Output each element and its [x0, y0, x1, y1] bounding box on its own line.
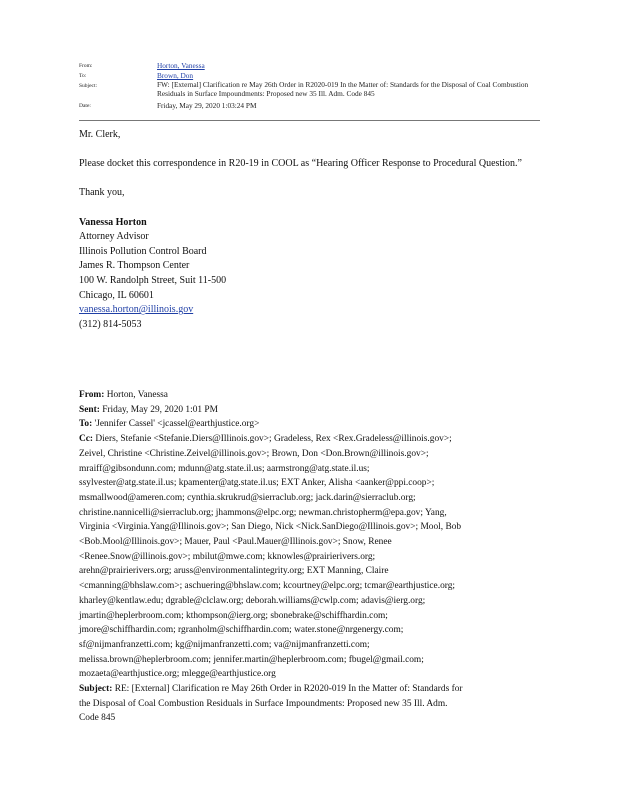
header-subject-row: [79, 81, 539, 101]
fwd-subject-line-text: Code 845: [79, 713, 116, 724]
fwd-cc-line-text: mozaeta@earthjustice.org; mlegge@earthjustice.org: [79, 669, 276, 680]
fwd-cc-line-text: kharley@kentlaw.edu; dgrable@clclaw.org; deborah.williams@cwlp.com; adavis@ierg.org;: [79, 595, 426, 606]
fwd-cc-line-text: melissa.brown@heplerbroom.com; jennifer.martin@heplerbroom.com; fbugel@gmail.com;: [79, 654, 424, 665]
header-from-label: From:: [79, 63, 93, 69]
signature-building: James R. Thompson Center: [79, 260, 190, 272]
fwd-cc-line-text: <cmanning@bhslaw.com>; aschuering@bhslaw.com; kcourtney@elpc.org; tcmar@earthjustice.org;: [79, 581, 455, 592]
fwd-cc-line-text: <Renee.Snow@illinois.gov>; mbilut@mwe.com; kknowles@prairierivers.org;: [79, 551, 376, 562]
fwd-to-line: [79, 417, 549, 432]
body-paragraph: Please docket this correspondence in R20-19 in COOL as “Hearing Officer Response to Procedural Question.”: [79, 158, 522, 170]
fwd-subject-label: Subject:: [79, 684, 113, 695]
header-date-row: [79, 101, 539, 111]
fwd-sent-value: Friday, May 29, 2020 1:01 PM: [102, 404, 218, 415]
fwd-sent-label: Sent:: [79, 404, 100, 415]
header-divider: [79, 120, 540, 121]
fwd-cc-line-text: <Bob.Mool@Illinois.gov>; Mauer, Paul <Paul.Mauer@Illinois.gov>; Snow, Renee: [79, 537, 392, 548]
fwd-cc-line-text: jmore@schiffhardin.com; rgranholm@schiffhardin.com; water.stone@nrgenergy.com;: [79, 625, 404, 636]
fwd-from-label: From:: [79, 390, 105, 400]
fwd-cc-line-text: christine.nannicelli@sierraclub.org; jhammons@elpc.org; newman.christopherm@epa.gov; Yang,: [79, 507, 447, 518]
message-body: [79, 128, 549, 332]
signature-org: Illinois Pollution Control Board: [79, 245, 207, 257]
spacer: [79, 201, 549, 216]
fwd-to-value: 'Jennifer Cassel' <jcassel@earthjustice.org>: [94, 419, 260, 430]
fwd-subject-line-text: RE: [External] Clarification re May 26th Order in R2020-019 In the Matter of: Standards for: [114, 684, 463, 695]
fwd-cc-line-text: msmallwood@ameren.com; cynthia.skrukrud@sierraclub.org; jack.darin@sierraclub.org;: [79, 492, 416, 503]
signature-email-link[interactable]: vanessa.horton@illinois.gov: [79, 304, 194, 316]
header-from-row: [79, 61, 539, 71]
fwd-cc-line-text: mraiff@gibsondunn.com; mdunn@atg.state.il.us; aarmstrong@atg.state.il.us;: [79, 463, 370, 474]
fwd-cc-line-text: sf@nijmanfranzetti.com; kg@nijmanfranzetti.com; va@nijmanfranzetti.com;: [79, 639, 370, 650]
forwarded-message-header: [79, 388, 549, 726]
email-header: [79, 61, 539, 111]
signature-city: Chicago, IL 60601: [79, 289, 154, 301]
fwd-cc-line-text: Diers, Stefanie <Stefanie.Diers@Illinois.gov>; Gradeless, Rex <Rex.Gradeless@illinois.gov>;: [95, 434, 452, 445]
header-subject-value: FW: [External] Clarification re May 26th Order in R2020-019 In the Matter of: Standards for the Disposal of Coal Combustion Residuals in Surface Impoundments: Proposed new 35 Ill. Adm. Code 845: [157, 80, 529, 98]
header-to-link[interactable]: Brown, Don: [157, 71, 194, 80]
fwd-subject-line: [79, 682, 549, 697]
signature-street: 100 W. Randolph Street, Suit 11-500: [79, 274, 227, 286]
fwd-cc-line-text: ssylvester@atg.state.il.us; kpamenter@atg.state.il.us; EXT Anker, Alisha <aanker@ppi.coop>;: [79, 478, 435, 489]
fwd-from-value: Horton, Vanessa: [106, 390, 168, 400]
fwd-cc-line-text: Zeivel, Christine <Christine.Zeivel@illinois.gov>; Brown, Don <Don.Brown@illinois.gov>;: [79, 448, 429, 459]
header-from-link[interactable]: Horton, Vanessa: [157, 61, 205, 70]
signature-name: Vanessa Horton: [79, 216, 147, 228]
header-to-label: To:: [79, 73, 87, 79]
fwd-from-line: [79, 388, 549, 403]
fwd-cc-line: [79, 432, 549, 447]
signature-title: Attorney Advisor: [79, 231, 149, 243]
closing: Thank you,: [79, 187, 125, 199]
spacer: [79, 172, 549, 187]
signature-phone: (312) 814-5053: [79, 318, 142, 330]
header-date-label: Date:: [79, 103, 91, 109]
fwd-cc-line-text: arehn@prairierivers.org; aruss@environmentalintegrity.org; EXT Manning, Claire: [79, 566, 389, 577]
fwd-cc-line-text: jmartin@heplerbroom.com; kthompson@ierg.org; sbonebrake@schiffhardin.com;: [79, 610, 388, 621]
fwd-to-label: To:: [79, 419, 93, 430]
spacer: [79, 143, 549, 158]
fwd-cc-label: Cc:: [79, 434, 94, 445]
header-subject-label: Subject:: [79, 83, 98, 89]
fwd-subject-line-text: the Disposal of Coal Combustion Residuals in Surface Impoundments: Proposed new 35 Ill. Adm.: [79, 698, 448, 709]
fwd-cc-line-text: Virginia <Virginia.Yang@Illinois.gov>; San Diego, Nick <Nick.SanDiego@Illinois.gov>; Mool, Bob: [79, 522, 462, 533]
fwd-sent-line: [79, 403, 549, 418]
greeting: Mr. Clerk,: [79, 129, 121, 140]
header-date-value: Friday, May 29, 2020 1:03:24 PM: [157, 101, 257, 110]
